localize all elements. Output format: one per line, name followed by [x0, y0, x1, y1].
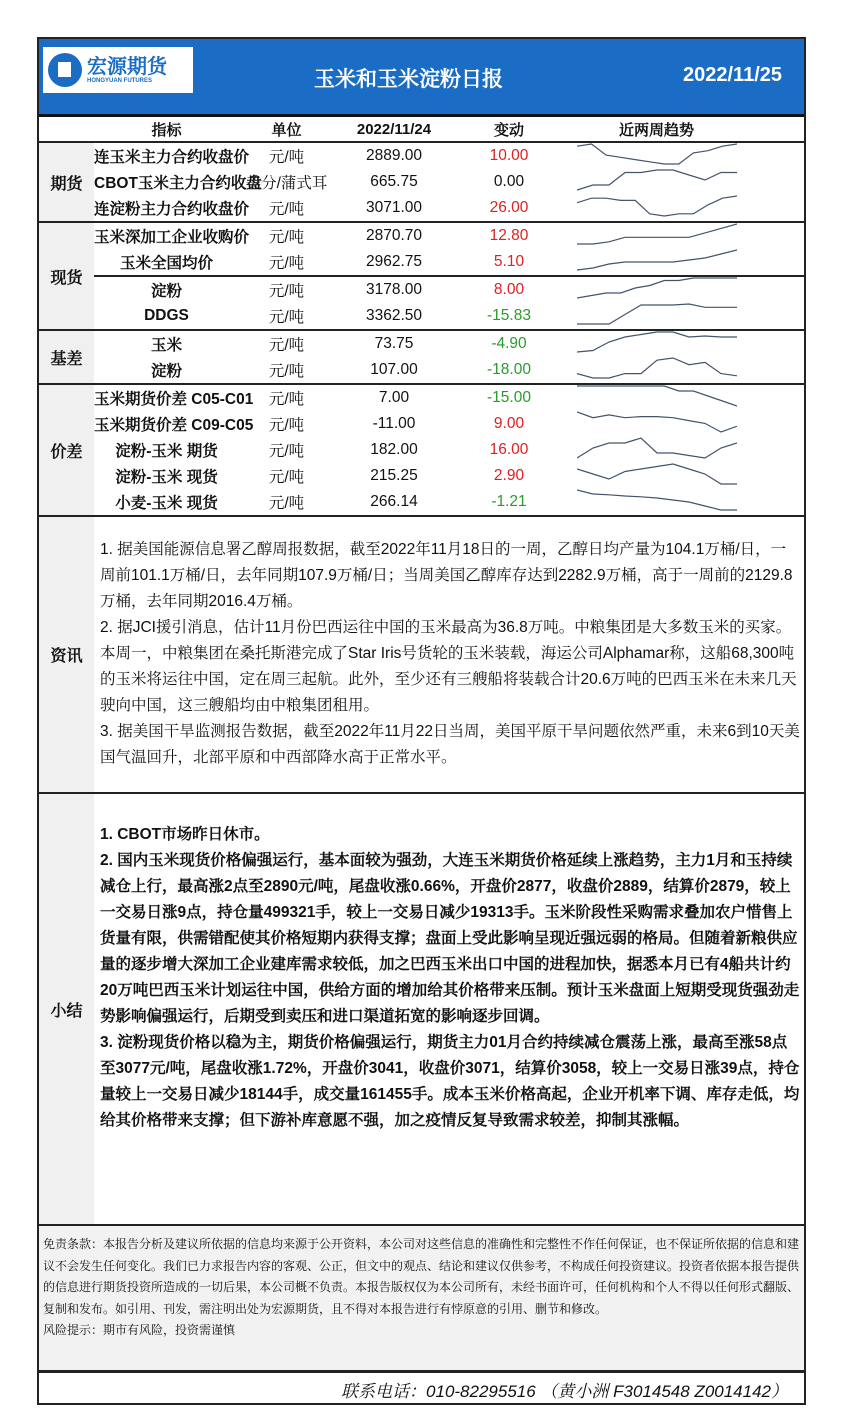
- indicator-name: 连玉米主力合约收盘价: [94, 149, 250, 166]
- indicator-name: 小麦-玉米 现货: [115, 495, 218, 512]
- sparkline-line: [577, 438, 737, 458]
- trend-sparkline: [577, 488, 737, 512]
- change: -4.90: [491, 335, 527, 352]
- sparkline-line: [577, 386, 737, 406]
- indicator-name: 玉米深加工企业收购价: [94, 229, 250, 246]
- trend-sparkline: [577, 436, 737, 460]
- change: -1.21: [491, 493, 527, 510]
- sparkline-line: [577, 144, 737, 164]
- disclaimer-section: [39, 1224, 804, 1370]
- value: 7.00: [378, 389, 410, 406]
- indicator-name: 淀粉: [150, 363, 182, 380]
- col-indicator: 指标: [151, 121, 182, 139]
- unit: 元/吨: [268, 391, 305, 408]
- indicator-name: 玉米期货价差 C09-C05: [94, 417, 254, 434]
- trend-sparkline: [577, 330, 737, 354]
- indicator-name: 玉米全国均价: [119, 255, 213, 272]
- table-row: [94, 357, 804, 383]
- sparkline-line: [577, 224, 737, 244]
- change: 16.00: [489, 441, 529, 458]
- table-row: [94, 331, 804, 357]
- company-logo: [43, 47, 193, 93]
- change: 26.00: [489, 199, 529, 216]
- unit: 元/吨: [268, 201, 305, 218]
- summary-paragraph: 3. 淀粉现货价格以稳为主，期货价格偏强运行，期货主力01月合约持续减仓震荡上涨，最高至涨58点至3077元/吨，尾盘收涨1.72%，开盘价3041，收盘价3071，结算价3058，较上一交易日涨39点，持仓量较上一交易日减少18144手，成交量161455手。成本玉米价格高起，企业开机率下调、库存走低，均给其价格带来支撑；但下游补库意愿不强，加之疫情反复导致需求较差，抑制其涨幅。: [100, 1034, 800, 1129]
- logo-en: HONGYUAN FUTURES: [87, 78, 153, 84]
- report-date: 2022/11/25: [683, 64, 782, 86]
- summary-section: [39, 792, 804, 1224]
- sparkline-line: [577, 250, 737, 270]
- news-section: [39, 515, 804, 792]
- report-frame: [37, 37, 806, 1405]
- risk-text: 风险提示：期市有风险，投资需谨慎: [43, 1323, 236, 1337]
- unit: 元/吨: [268, 229, 305, 246]
- report-title: 玉米和玉米淀粉日报: [314, 68, 503, 91]
- change: 5.10: [493, 253, 525, 270]
- unit: 元/吨: [268, 443, 305, 460]
- news-paragraph: 3. 据美国干旱监测报告数据，截至2022年11月22日当周，美国平原干旱问题依然严重，未来6到10天美国气温回升，北部平原和中西部降水高于正常水平。: [100, 723, 800, 766]
- value: 2870.70: [365, 227, 423, 244]
- section-0: [39, 141, 804, 221]
- disclaimer-text: 免责条款：本报告分析及建议所依据的信息均来源于公开资料，本公司对这些信息的准确性和完整性不作任何保证，也不保证所依据的信息和建议不会发生任何变化。我们已力求报告内容的客观、公正，但文中的观点、结论和建议仅供参考，不构成任何投资建议。投资者依据本报告提供的信息进行期货投资所造成的一切后果，本公司概不负责。本报告版权仅为本公司所有，未经书面许可，任何机构和个人不得以任何形式翻版、复制和发布。如引用、刊发，需注明出处为宏源期货，且不得对本报告进行有悖原意的引用、删节和修改。: [43, 1237, 800, 1316]
- unit: 元/吨: [268, 309, 305, 326]
- value: 2889.00: [365, 147, 423, 164]
- sparkline-line: [577, 196, 737, 216]
- section-3: [39, 383, 804, 515]
- change: 12.80: [489, 227, 529, 244]
- indicator-table: [39, 141, 804, 515]
- table-row: [94, 169, 804, 195]
- value: -11.00: [372, 415, 416, 432]
- unit: 元/吨: [268, 417, 305, 434]
- trend-sparkline: [577, 462, 737, 486]
- unit: 元/吨: [268, 337, 305, 354]
- col-change: 变动: [493, 121, 524, 139]
- sparkline-line: [577, 358, 737, 378]
- sparkline-line: [577, 412, 737, 432]
- value: 266.14: [370, 493, 418, 510]
- summary-body: [94, 794, 804, 1224]
- sparkline-line: [577, 332, 737, 352]
- logo-mark-icon: [48, 53, 82, 87]
- unit: 美分/蒲式耳: [245, 175, 328, 192]
- table-row: [94, 437, 804, 463]
- section-category: 现货: [39, 223, 94, 329]
- value: 665.75: [370, 173, 418, 190]
- sparkline-line: [577, 490, 737, 510]
- section-category: 期货: [39, 143, 94, 221]
- section-category: 基差: [39, 331, 94, 383]
- trend-sparkline: [577, 302, 737, 326]
- change: 2.90: [493, 467, 525, 484]
- indicator-name: 玉米: [150, 337, 182, 354]
- value: 182.00: [370, 441, 418, 458]
- change: 10.00: [489, 147, 529, 164]
- table-header: [39, 117, 804, 141]
- summary-category: 小结: [39, 794, 94, 1224]
- value: 3362.50: [365, 307, 423, 324]
- sparkline-line: [577, 304, 737, 324]
- trend-sparkline: [577, 248, 737, 272]
- value: 3071.00: [365, 199, 423, 216]
- indicator-name: 淀粉-玉米 期货: [115, 443, 218, 460]
- news-paragraph: 2. 据JCI援引消息，估计11月份巴西运往中国的玉米最高为36.8万吨。中粮集团是大多数玉米的买家。本周一，中粮集团在桑托斯港完成了Star Iris号货轮的玉米装载，海运公司Alphamar称，这船68,300吨的玉米将运往中国，定在周三起航。此外，至少还有三艘船将装载合计20.6万吨的巴西玉米在未来几天驶向中国，这三艘船均由中粮集团租用。: [100, 619, 797, 714]
- report-header: [39, 39, 804, 117]
- news-body: [94, 517, 804, 792]
- section-category: 价差: [39, 385, 94, 515]
- value: 2962.75: [365, 253, 423, 270]
- unit: 元/吨: [268, 283, 305, 300]
- unit: 元/吨: [268, 495, 305, 512]
- change: -18.00: [487, 361, 531, 378]
- value: 73.75: [374, 335, 414, 352]
- trend-sparkline: [577, 276, 737, 300]
- indicator-name: 连淀粉主力合约收盘价: [94, 201, 250, 218]
- trend-sparkline: [577, 142, 737, 166]
- section-1: [39, 221, 804, 329]
- trend-sparkline: [577, 356, 737, 380]
- col-unit: 单位: [271, 121, 302, 139]
- news-category: 资讯: [39, 517, 94, 792]
- trend-sparkline: [577, 410, 737, 434]
- indicator-name: CBOT玉米主力合约收盘: [94, 175, 262, 192]
- unit: 元/吨: [268, 363, 305, 380]
- unit: 元/吨: [268, 255, 305, 272]
- value: 3178.00: [365, 281, 423, 298]
- table-row: [94, 195, 804, 221]
- indicator-name: 淀粉-玉米 现货: [115, 469, 218, 486]
- trend-sparkline: [577, 194, 737, 218]
- contact-info: 联系电话：010-82295516 （黄小洲 F3014548 Z0014142）: [39, 1370, 804, 1403]
- value: 107.00: [370, 361, 418, 378]
- sparkline-line: [577, 464, 737, 484]
- section-2: [39, 329, 804, 383]
- table-row: [94, 411, 804, 437]
- table-row: [94, 385, 804, 411]
- col-date: 2022/11/24: [356, 120, 432, 138]
- table-row: [94, 489, 804, 515]
- change: -15.00: [487, 389, 531, 406]
- indicator-name: DDGS: [144, 307, 189, 324]
- table-row: [94, 303, 804, 329]
- change: 8.00: [493, 281, 525, 298]
- summary-paragraph: 2. 国内玉米现货价格偏强运行，基本面较为强劲，大连玉米期货价格延续上涨趋势，主力1月和玉持续减仓上行，最高涨2点至2890元/吨，尾盘收涨0.66%，开盘价2877，收盘价2889，结算价2879，较上一交易日涨9点，持仓量499321手，较上一交易日减少19313手。玉米阶段性采购需求叠加农户惜售上货量有限，供需错配使其价格短期内获得支撑；盘面上受此影响呈现近强远弱的格局。但随着新粮供应量的逐步增大深加工企业建库需求较低，加之巴西玉米出口中国的进程加快，据悉本月已有4船共计约20万吨巴西玉米计划运往中国，供给方面的增加给其价格带来压制。预计玉米盘面上短期受现货强劲走势影响偏强运行，后期受到卖压和进口渠道拓宽的影响逐步回调。: [100, 852, 800, 1025]
- trend-sparkline: [577, 222, 737, 246]
- col-trend: 近两周趋势: [618, 121, 694, 139]
- change: 0.00: [493, 173, 525, 190]
- sparkline-line: [577, 170, 737, 190]
- table-row: [94, 275, 804, 303]
- indicator-name: 淀粉: [150, 283, 182, 300]
- logo-cn: 宏源期货: [87, 56, 167, 78]
- table-row: [94, 249, 804, 275]
- value: 215.25: [370, 467, 418, 484]
- sparkline-line: [577, 278, 737, 298]
- trend-sparkline: [577, 168, 737, 192]
- unit: 元/吨: [268, 469, 305, 486]
- table-row: [94, 223, 804, 249]
- indicator-name: 玉米期货价差 C05-C01: [94, 391, 254, 408]
- unit: 元/吨: [268, 149, 305, 166]
- table-row: [94, 143, 804, 169]
- summary-paragraph: 1. CBOT市场昨日休市。: [100, 826, 270, 843]
- change: 9.00: [493, 415, 525, 432]
- trend-sparkline: [577, 384, 737, 408]
- news-paragraph: 1. 据美国能源信息署乙醇周报数据，截至2022年11月18日的一周，乙醇日均产量为104.1万桶/日，一周前101.1万桶/日，去年同期107.9万桶/日；当周美国乙醇库存达到2282.9万桶，高于一周前的2129.8万桶，去年同期2016.4万桶。: [100, 541, 793, 610]
- table-row: [94, 463, 804, 489]
- change: -15.83: [487, 307, 531, 324]
